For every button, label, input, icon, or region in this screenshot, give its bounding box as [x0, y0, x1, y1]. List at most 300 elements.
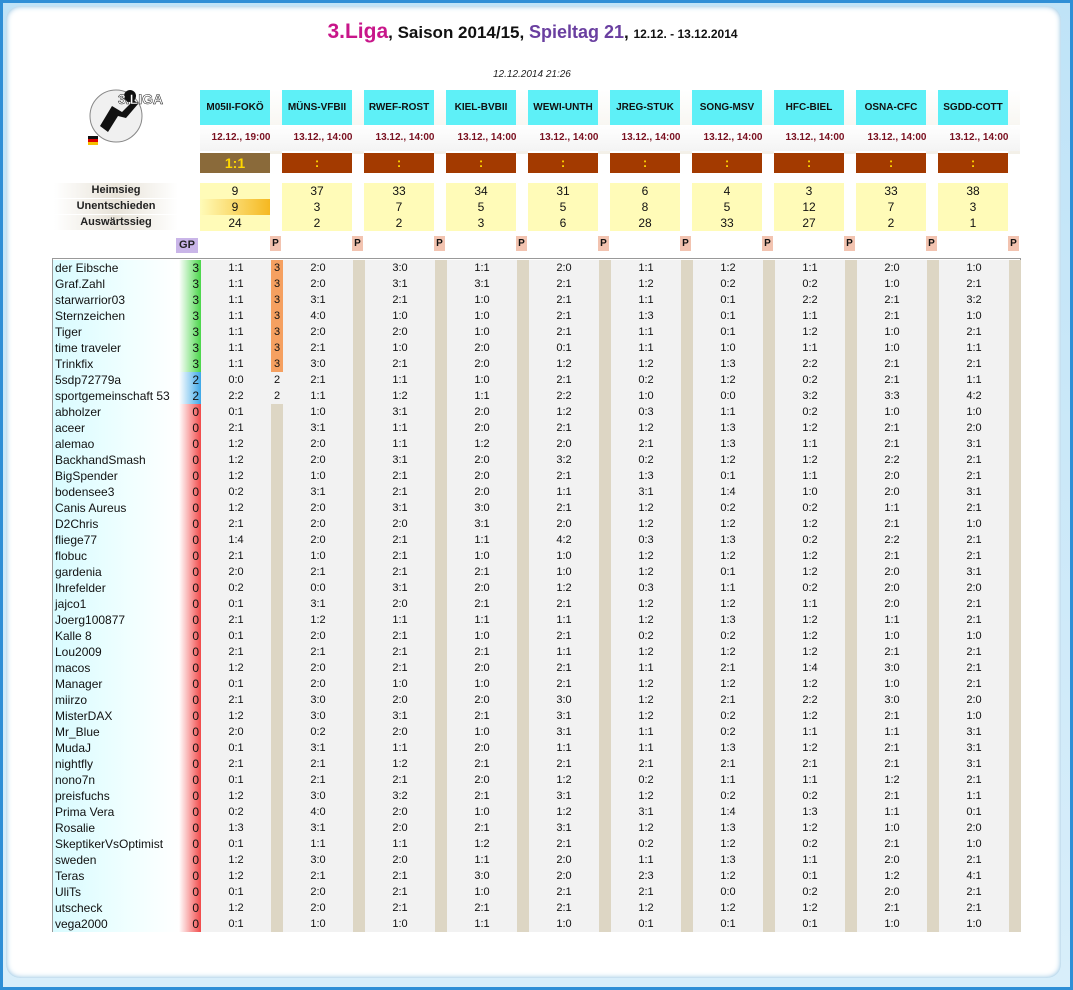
- tip-points: [599, 644, 611, 660]
- match-code[interactable]: RWEF-ROST: [364, 90, 434, 125]
- player-tip: 1:2: [775, 452, 845, 468]
- tip-points: [599, 420, 611, 436]
- tip-points: [271, 628, 283, 644]
- tip-points: [763, 388, 775, 404]
- match-date: 13.12., 14:00: [446, 125, 528, 151]
- player-name[interactable]: aceer: [53, 420, 179, 436]
- tip-points: [681, 548, 693, 564]
- match-code[interactable]: SONG-MSV: [692, 90, 762, 125]
- tip-points: [435, 772, 447, 788]
- tip-points: [1009, 644, 1021, 660]
- tip-points: [845, 276, 857, 292]
- player-name[interactable]: vega2000: [53, 916, 179, 932]
- match-date: 13.12., 14:00: [692, 125, 774, 151]
- player-tip: 2:1: [365, 628, 435, 644]
- player-name[interactable]: sportgemeinschaft 53: [53, 388, 179, 404]
- match-code[interactable]: OSNA-CFC: [856, 90, 926, 125]
- player-tip: 3:0: [283, 788, 353, 804]
- player-tip: 1:1: [365, 612, 435, 628]
- match-code[interactable]: M05II-FOKÖ: [200, 90, 270, 125]
- player-tip: 1:0: [447, 628, 517, 644]
- player-name[interactable]: abholzer: [53, 404, 179, 420]
- tip-points: 2: [271, 372, 283, 388]
- player-tip: 0:3: [611, 532, 681, 548]
- tip-points: [763, 276, 775, 292]
- tip-points: [1009, 852, 1021, 868]
- player-tip: 1:1: [775, 436, 845, 452]
- tip-points: [435, 516, 447, 532]
- tip-points: [927, 292, 939, 308]
- player-tip: 2:1: [857, 292, 927, 308]
- tip-points: [599, 900, 611, 916]
- tip-points: [517, 468, 529, 484]
- tip-points: [517, 580, 529, 596]
- player-tip: 0:2: [693, 500, 763, 516]
- tip-points: [845, 324, 857, 340]
- tip-points: [517, 612, 529, 628]
- player-tip: 2:1: [529, 308, 599, 324]
- tip-points: [927, 372, 939, 388]
- player-tip: 1:3: [693, 356, 763, 372]
- player-tip: 2:0: [447, 484, 517, 500]
- player-tip: 1:0: [447, 548, 517, 564]
- player-name[interactable]: Graf.Zahl: [53, 276, 179, 292]
- tip-points: [845, 708, 857, 724]
- player-row: [53, 708, 1022, 724]
- player-row: [53, 388, 1022, 404]
- player-total-points: 0: [179, 500, 201, 516]
- home-win-count: 33: [364, 183, 434, 199]
- player-name[interactable]: MisterDAX: [53, 708, 179, 724]
- match-code[interactable]: HFC-BIEL: [774, 90, 844, 125]
- player-tip: 0:1: [611, 916, 681, 932]
- player-tip: 2:0: [447, 772, 517, 788]
- player-tip: 1:2: [693, 372, 763, 388]
- player-name[interactable]: BackhandSmash: [53, 452, 179, 468]
- player-tip: 1:0: [447, 804, 517, 820]
- player-tip: 1:3: [693, 612, 763, 628]
- tip-points: [763, 628, 775, 644]
- tip-points: [517, 516, 529, 532]
- player-tip: 2:1: [529, 836, 599, 852]
- tip-points: [1009, 836, 1021, 852]
- tip-points: [1009, 500, 1021, 516]
- player-name[interactable]: gardenia: [53, 564, 179, 580]
- match-result: :: [774, 153, 844, 173]
- draw-count: 5: [528, 199, 598, 215]
- player-tip: 1:2: [775, 900, 845, 916]
- tip-points: [353, 644, 365, 660]
- player-row: [53, 468, 1022, 484]
- player-tip: 2:1: [857, 708, 927, 724]
- player-tip: 0:0: [693, 388, 763, 404]
- player-tip: 1:0: [447, 324, 517, 340]
- player-tip: 0:2: [283, 724, 353, 740]
- tip-points: [845, 580, 857, 596]
- tip-points: [599, 772, 611, 788]
- player-tip: 2:1: [447, 820, 517, 836]
- player-total-points: 3: [179, 276, 201, 292]
- player-name[interactable]: MudaJ: [53, 740, 179, 756]
- player-tip: 1:2: [529, 404, 599, 420]
- tip-points: [681, 740, 693, 756]
- player-name[interactable]: fliege77: [53, 532, 179, 548]
- player-tip: 0:2: [693, 708, 763, 724]
- player-name[interactable]: Mr_Blue: [53, 724, 179, 740]
- player-tip: 3:0: [857, 660, 927, 676]
- player-tip: 1:1: [529, 740, 599, 756]
- player-tip: 2:2: [857, 452, 927, 468]
- tip-points: [1009, 324, 1021, 340]
- player-name[interactable]: Manager: [53, 676, 179, 692]
- player-tip: 2:0: [857, 596, 927, 612]
- tip-points: [435, 436, 447, 452]
- player-tip: 1:2: [611, 564, 681, 580]
- player-tip: 1:1: [365, 420, 435, 436]
- player-tip: 1:2: [611, 500, 681, 516]
- player-row: [53, 548, 1022, 564]
- tip-points: [517, 740, 529, 756]
- tip-points: [681, 276, 693, 292]
- player-name[interactable]: Ihrefelder: [53, 580, 179, 596]
- match-date: 13.12., 14:00: [528, 125, 610, 151]
- tip-points: [681, 580, 693, 596]
- match-result: 1:1: [200, 153, 270, 173]
- player-tip: 0:1: [693, 916, 763, 932]
- player-tip: 2:1: [529, 292, 599, 308]
- player-name[interactable]: Teras: [53, 868, 179, 884]
- player-tip: 2:1: [447, 644, 517, 660]
- tip-points: 3: [271, 356, 283, 372]
- player-tip: 3:0: [283, 356, 353, 372]
- tip-points: [435, 724, 447, 740]
- tip-points: [353, 276, 365, 292]
- tip-points: [517, 836, 529, 852]
- points-header: P: [844, 236, 855, 251]
- player-row: [53, 292, 1022, 308]
- player-tip: 1:2: [693, 516, 763, 532]
- tip-points: [845, 340, 857, 356]
- player-tip: 0:2: [775, 788, 845, 804]
- tip-points: [927, 420, 939, 436]
- tip-points: [845, 900, 857, 916]
- tip-points: [599, 708, 611, 724]
- player-name[interactable]: D2Chris: [53, 516, 179, 532]
- player-name[interactable]: SkeptikerVsOptimist: [53, 836, 179, 852]
- player-tip: 2:1: [693, 756, 763, 772]
- player-tip: 1:2: [529, 772, 599, 788]
- player-tip: 1:2: [611, 276, 681, 292]
- player-tip: 2:1: [529, 324, 599, 340]
- tip-points: [763, 708, 775, 724]
- tip-points: [681, 884, 693, 900]
- player-tip: 2:1: [857, 836, 927, 852]
- player-tip: 1:4: [201, 532, 271, 548]
- player-name[interactable]: Lou2009: [53, 644, 179, 660]
- player-name[interactable]: jajco1: [53, 596, 179, 612]
- player-tip: 2:1: [939, 612, 1009, 628]
- player-tip: 2:0: [447, 420, 517, 436]
- player-name[interactable]: Rosalie: [53, 820, 179, 836]
- tip-points: [681, 756, 693, 772]
- tip-points: [599, 372, 611, 388]
- player-name[interactable]: nono7n: [53, 772, 179, 788]
- tip-points: [763, 292, 775, 308]
- tip-points: [681, 692, 693, 708]
- player-tip: 1:1: [201, 292, 271, 308]
- tip-points: [1009, 516, 1021, 532]
- tip-points: [763, 772, 775, 788]
- player-tip: 3:0: [365, 260, 435, 276]
- player-tip: 3:1: [939, 724, 1009, 740]
- player-total-points: 0: [179, 772, 201, 788]
- player-tip: 2:0: [283, 436, 353, 452]
- player-name[interactable]: Canis Aureus: [53, 500, 179, 516]
- player-tip: 1:0: [939, 836, 1009, 852]
- player-tip: 1:0: [939, 516, 1009, 532]
- tip-points: [353, 580, 365, 596]
- match-code[interactable]: JREG-STUK: [610, 90, 680, 125]
- match-code[interactable]: SGDD-COTT: [938, 90, 1008, 125]
- tip-points: [599, 916, 611, 932]
- home-win-count: 33: [856, 183, 926, 199]
- tip-points: [599, 452, 611, 468]
- player-tip: 1:1: [201, 276, 271, 292]
- tip-points: [599, 404, 611, 420]
- player-name[interactable]: Prima Vera: [53, 804, 179, 820]
- player-tip: 2:1: [447, 708, 517, 724]
- player-name[interactable]: BigSpender: [53, 468, 179, 484]
- tip-points: [1009, 916, 1021, 932]
- player-name[interactable]: flobuc: [53, 548, 179, 564]
- player-name[interactable]: Sternzeichen: [53, 308, 179, 324]
- player-tip: 2:0: [857, 852, 927, 868]
- tip-points: [517, 324, 529, 340]
- player-tip: 1:2: [611, 596, 681, 612]
- player-tip: 1:1: [447, 260, 517, 276]
- player-row: [53, 692, 1022, 708]
- player-tip: 2:0: [365, 596, 435, 612]
- player-name[interactable]: utscheck: [53, 900, 179, 916]
- player-tip: 1:1: [447, 388, 517, 404]
- player-tip: 1:1: [611, 740, 681, 756]
- tip-points: [763, 724, 775, 740]
- player-tip: 1:2: [611, 612, 681, 628]
- tip-points: [599, 260, 611, 276]
- player-tip: 1:2: [365, 388, 435, 404]
- tip-points: [845, 308, 857, 324]
- points-header: P: [1008, 236, 1019, 251]
- away-win-count: 24: [200, 215, 270, 231]
- tip-points: [517, 628, 529, 644]
- player-tip: 1:3: [775, 804, 845, 820]
- player-tip: 0:2: [611, 452, 681, 468]
- tip-points: [1009, 468, 1021, 484]
- tip-points: [1009, 772, 1021, 788]
- player-tip: 1:0: [939, 308, 1009, 324]
- player-name[interactable]: 5sdp72779a: [53, 372, 179, 388]
- tip-points: [845, 452, 857, 468]
- tip-points: [353, 596, 365, 612]
- tip-points: 3: [271, 340, 283, 356]
- tip-points: [927, 756, 939, 772]
- player-name[interactable]: miirzo: [53, 692, 179, 708]
- player-tip: 4:1: [939, 868, 1009, 884]
- player-name[interactable]: UliTs: [53, 884, 179, 900]
- match-code[interactable]: KIEL-BVBII: [446, 90, 516, 125]
- tip-points: [1009, 868, 1021, 884]
- tip-points: [927, 772, 939, 788]
- tip-points: [353, 692, 365, 708]
- tip-points: [763, 692, 775, 708]
- player-tip: 2:1: [939, 468, 1009, 484]
- tip-points: [845, 660, 857, 676]
- player-row: [53, 916, 1022, 932]
- match-code[interactable]: WEWI-UNTH: [528, 90, 598, 125]
- player-tip: 3:1: [283, 740, 353, 756]
- tip-points: [435, 644, 447, 660]
- player-tip: 0:2: [201, 484, 271, 500]
- tip-points: [927, 404, 939, 420]
- player-tip: 1:0: [693, 340, 763, 356]
- player-tip: 1:1: [775, 772, 845, 788]
- home-win-count: 9: [200, 183, 270, 199]
- tip-points: [599, 532, 611, 548]
- player-tip: 1:1: [447, 852, 517, 868]
- player-name[interactable]: bodensee3: [53, 484, 179, 500]
- tip-points: [353, 836, 365, 852]
- tip-points: [1009, 484, 1021, 500]
- player-tip: 1:0: [529, 548, 599, 564]
- title-separator: ,: [624, 23, 634, 42]
- player-tip: 1:3: [693, 420, 763, 436]
- player-name[interactable]: nightfly: [53, 756, 179, 772]
- player-name[interactable]: starwarrior03: [53, 292, 179, 308]
- player-tip: 0:1: [775, 868, 845, 884]
- player-tip: 1:2: [693, 260, 763, 276]
- tip-points: [845, 884, 857, 900]
- player-tip: 0:2: [775, 500, 845, 516]
- player-name[interactable]: Joerg100877: [53, 612, 179, 628]
- tip-points: [763, 644, 775, 660]
- player-tip: 1:0: [857, 628, 927, 644]
- tip-points: [353, 900, 365, 916]
- tip-points: [353, 340, 365, 356]
- player-total-points: 0: [179, 788, 201, 804]
- tip-points: [1009, 372, 1021, 388]
- player-tip: 0:2: [775, 372, 845, 388]
- matchday-label: Spieltag 21: [528, 22, 624, 42]
- player-row: [53, 740, 1022, 756]
- player-row: [53, 420, 1022, 436]
- player-total-points: 0: [179, 644, 201, 660]
- tip-points: [599, 516, 611, 532]
- player-tip: 3:2: [529, 452, 599, 468]
- player-tip: 1:0: [939, 628, 1009, 644]
- gp-column-header: GP: [176, 238, 198, 253]
- player-name[interactable]: preisfuchs: [53, 788, 179, 804]
- player-tip: 1:1: [611, 852, 681, 868]
- player-tip: 1:2: [201, 788, 271, 804]
- player-tip: 1:0: [447, 676, 517, 692]
- player-tip: 2:1: [939, 324, 1009, 340]
- tip-points: [517, 884, 529, 900]
- player-tip: 2:0: [365, 804, 435, 820]
- player-tip: 3:0: [447, 868, 517, 884]
- player-tip: 3:1: [939, 564, 1009, 580]
- player-tip: 1:4: [693, 804, 763, 820]
- tip-points: [681, 404, 693, 420]
- player-tip: 2:1: [283, 340, 353, 356]
- tip-points: [517, 260, 529, 276]
- match-code[interactable]: MÜNS-VFBII: [282, 90, 352, 125]
- player-name[interactable]: sweden: [53, 852, 179, 868]
- player-name[interactable]: Trinkfix: [53, 356, 179, 372]
- player-tip: 1:0: [283, 404, 353, 420]
- player-tip: 3:0: [283, 852, 353, 868]
- player-tip: 2:0: [283, 884, 353, 900]
- player-name[interactable]: time traveler: [53, 340, 179, 356]
- player-tip: 0:1: [693, 308, 763, 324]
- player-tip: 1:0: [447, 292, 517, 308]
- player-tip: 2:1: [283, 372, 353, 388]
- player-tip: 0:1: [693, 324, 763, 340]
- player-total-points: 0: [179, 452, 201, 468]
- player-tip: 0:2: [611, 372, 681, 388]
- player-tip: 2:1: [283, 772, 353, 788]
- tip-points: [271, 884, 283, 900]
- player-tip: 1:2: [201, 900, 271, 916]
- player-tip: 1:0: [775, 484, 845, 500]
- match-result: :: [364, 153, 434, 173]
- tip-points: [435, 532, 447, 548]
- player-name[interactable]: Kalle 8: [53, 628, 179, 644]
- tip-points: [927, 276, 939, 292]
- tip-points: [599, 820, 611, 836]
- player-row: [53, 868, 1022, 884]
- tip-points: [763, 900, 775, 916]
- tip-points: [845, 292, 857, 308]
- player-tip: 2:1: [857, 356, 927, 372]
- player-tip: 1:0: [447, 724, 517, 740]
- player-name[interactable]: der Eibsche: [53, 260, 179, 276]
- player-name[interactable]: macos: [53, 660, 179, 676]
- player-row: [53, 500, 1022, 516]
- tip-points: [681, 676, 693, 692]
- player-tip: 0:2: [775, 836, 845, 852]
- tip-points: [763, 356, 775, 372]
- player-total-points: 0: [179, 468, 201, 484]
- player-name[interactable]: Tiger: [53, 324, 179, 340]
- player-tip: 2:1: [611, 756, 681, 772]
- player-tip: 3:1: [365, 708, 435, 724]
- player-tip: 2:1: [939, 532, 1009, 548]
- tip-points: [517, 372, 529, 388]
- player-tip: 2:0: [939, 580, 1009, 596]
- tip-points: [435, 468, 447, 484]
- tip-points: [435, 916, 447, 932]
- match-result: :: [528, 153, 598, 173]
- tip-points: [681, 324, 693, 340]
- tip-points: [763, 916, 775, 932]
- tip-points: [927, 852, 939, 868]
- player-total-points: 2: [179, 388, 201, 404]
- player-tip: 2:0: [283, 324, 353, 340]
- tip-points: [353, 916, 365, 932]
- player-name[interactable]: alemao: [53, 436, 179, 452]
- player-row: [53, 804, 1022, 820]
- tip-points: [271, 500, 283, 516]
